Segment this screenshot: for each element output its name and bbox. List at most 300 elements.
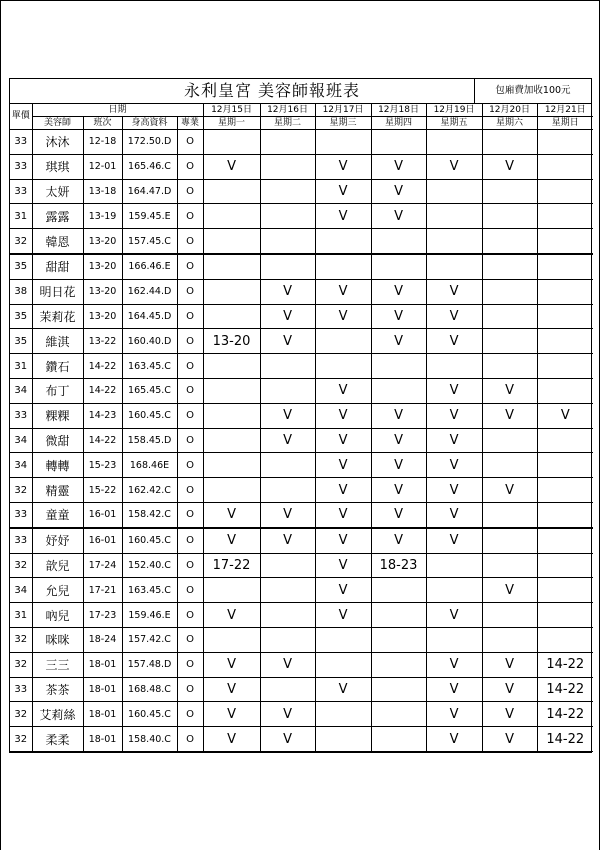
day-weekday: 星期日 <box>537 117 593 130</box>
body-data-cell: 158.40.C <box>122 727 177 752</box>
price-cell: 35 <box>10 329 32 354</box>
schedule-cell: V <box>260 279 315 304</box>
beautician-name: 三三 <box>32 652 83 677</box>
sheet-title: 永利皇宮 美容師報班表 <box>183 81 361 100</box>
schedule-cell <box>203 354 260 379</box>
table-row <box>10 403 593 428</box>
price-cell: 34 <box>10 578 32 603</box>
schedule-cell <box>537 329 593 354</box>
shift-cell: 14-22 <box>83 428 122 453</box>
pro-cell: O <box>177 130 203 155</box>
schedule-cell: V <box>371 279 426 304</box>
body-data-cell: 160.45.C <box>122 528 177 553</box>
schedule-cell: V <box>371 428 426 453</box>
schedule-cell <box>371 652 426 677</box>
schedule-cell <box>203 130 260 155</box>
schedule-cell: V <box>371 453 426 478</box>
schedule-cell: V <box>426 702 482 727</box>
beautician-name: 露露 <box>32 204 83 229</box>
schedule-cell <box>371 578 426 603</box>
schedule-cell <box>203 229 260 254</box>
beautician-name: 柔柔 <box>32 727 83 752</box>
schedule-cell: V <box>371 502 426 527</box>
schedule-cell: 14-22 <box>537 677 593 702</box>
table-row <box>10 354 593 379</box>
shift-cell: 12-18 <box>83 130 122 155</box>
schedule-cell <box>482 130 537 155</box>
schedule-cell: V <box>203 677 260 702</box>
header-row-dates <box>10 104 593 117</box>
body-header: 身高資料 <box>122 117 177 130</box>
beautician-name: 維淇 <box>32 329 83 354</box>
price-cell: 35 <box>10 304 32 329</box>
schedule-cell <box>426 354 482 379</box>
body-data-cell: 152.40.C <box>122 553 177 578</box>
schedule-cell: V <box>537 403 593 428</box>
pro-cell: O <box>177 428 203 453</box>
shift-cell: 13-20 <box>83 229 122 254</box>
beautician-name: 精靈 <box>32 478 83 503</box>
price-cell: 34 <box>10 453 32 478</box>
schedule-cell <box>315 702 371 727</box>
price-cell: 32 <box>10 229 32 254</box>
schedule-cell: V <box>426 428 482 453</box>
body-data-cell: 157.45.C <box>122 229 177 254</box>
beautician-name: 茉莉花 <box>32 304 83 329</box>
beautician-name: 轉轉 <box>32 453 83 478</box>
surcharge-note: 包廂費加收100元 <box>474 79 591 103</box>
schedule-cell <box>315 652 371 677</box>
beautician-name: 明日花 <box>32 279 83 304</box>
schedule-cell: V <box>315 279 371 304</box>
day-weekday: 星期五 <box>426 117 482 130</box>
schedule-cell: 14-22 <box>537 702 593 727</box>
schedule-cell <box>426 204 482 229</box>
pro-cell: O <box>177 154 203 179</box>
schedule-cell <box>371 254 426 279</box>
schedule-cell: V <box>426 502 482 527</box>
beautician-name: 沐沐 <box>32 130 83 155</box>
body-data-cell: 160.45.C <box>122 403 177 428</box>
beautician-name: 艾莉絲 <box>32 702 83 727</box>
schedule-cell <box>482 553 537 578</box>
schedule-cell: V <box>426 329 482 354</box>
schedule-cell <box>203 428 260 453</box>
schedule-sheet <box>9 78 592 753</box>
shift-cell: 17-24 <box>83 553 122 578</box>
schedule-cell <box>315 727 371 752</box>
shift-cell: 18-01 <box>83 677 122 702</box>
schedule-cell <box>426 578 482 603</box>
table-row <box>10 627 593 652</box>
schedule-cell <box>537 304 593 329</box>
shift-cell: 17-21 <box>83 578 122 603</box>
schedule-cell: V <box>371 204 426 229</box>
schedule-cell <box>260 229 315 254</box>
schedule-cell <box>482 204 537 229</box>
schedule-cell <box>260 179 315 204</box>
schedule-cell: 18-23 <box>371 553 426 578</box>
schedule-cell <box>260 553 315 578</box>
schedule-cell <box>426 553 482 578</box>
schedule-cell <box>426 130 482 155</box>
schedule-cell <box>203 578 260 603</box>
table-row <box>10 528 593 553</box>
schedule-cell: V <box>482 578 537 603</box>
shift-cell: 18-01 <box>83 652 122 677</box>
schedule-cell <box>537 553 593 578</box>
pro-cell: O <box>177 354 203 379</box>
table-row <box>10 378 593 403</box>
table-row <box>10 727 593 752</box>
schedule-cell: V <box>426 378 482 403</box>
table-row <box>10 304 593 329</box>
schedule-cell: V <box>260 329 315 354</box>
price-cell: 33 <box>10 502 32 527</box>
schedule-cell: V <box>482 727 537 752</box>
price-cell: 35 <box>10 254 32 279</box>
price-cell: 34 <box>10 428 32 453</box>
shift-cell: 16-01 <box>83 528 122 553</box>
schedule-cell <box>426 254 482 279</box>
beautician-name: 微甜 <box>32 428 83 453</box>
table-row <box>10 428 593 453</box>
shift-cell: 18-01 <box>83 727 122 752</box>
schedule-cell: V <box>371 403 426 428</box>
schedule-cell <box>203 279 260 304</box>
body-data-cell: 159.45.E <box>122 204 177 229</box>
schedule-cell <box>537 154 593 179</box>
schedule-cell: V <box>203 502 260 527</box>
beautician-name: 妤妤 <box>32 528 83 553</box>
schedule-cell <box>260 453 315 478</box>
table-row <box>10 553 593 578</box>
schedule-cell <box>426 229 482 254</box>
schedule-cell: V <box>482 677 537 702</box>
body-data-cell: 162.42.C <box>122 478 177 503</box>
price-cell: 33 <box>10 677 32 702</box>
day-date: 12月15日 <box>203 104 260 117</box>
shift-cell: 14-22 <box>83 354 122 379</box>
body-data-cell: 165.46.C <box>122 154 177 179</box>
schedule-cell: V <box>426 279 482 304</box>
table-row <box>10 502 593 527</box>
schedule-cell <box>315 627 371 652</box>
beautician-name: 布丁 <box>32 378 83 403</box>
schedule-cell <box>537 428 593 453</box>
schedule-cell: V <box>426 403 482 428</box>
schedule-cell <box>482 254 537 279</box>
schedule-cell <box>482 229 537 254</box>
schedule-cell: V <box>315 154 371 179</box>
schedule-cell: V <box>482 378 537 403</box>
day-date: 12月17日 <box>315 104 371 117</box>
schedule-cell: V <box>315 304 371 329</box>
day-weekday: 星期三 <box>315 117 371 130</box>
schedule-cell: V <box>315 553 371 578</box>
schedule-cell <box>260 254 315 279</box>
price-cell: 31 <box>10 354 32 379</box>
schedule-cell <box>315 229 371 254</box>
schedule-cell: V <box>371 154 426 179</box>
schedule-cell <box>537 502 593 527</box>
schedule-cell <box>537 354 593 379</box>
schedule-cell: V <box>315 204 371 229</box>
schedule-cell: V <box>315 428 371 453</box>
beautician-name: 允兒 <box>32 578 83 603</box>
schedule-cell <box>537 578 593 603</box>
day-weekday: 星期二 <box>260 117 315 130</box>
shift-cell: 13-22 <box>83 329 122 354</box>
schedule-cell: V <box>482 652 537 677</box>
price-cell: 33 <box>10 179 32 204</box>
body-data-cell: 164.47.D <box>122 179 177 204</box>
schedule-cell <box>260 378 315 403</box>
schedule-cell: V <box>203 528 260 553</box>
schedule-cell: V <box>482 478 537 503</box>
schedule-cell: V <box>260 727 315 752</box>
pro-cell: O <box>177 603 203 628</box>
price-cell: 32 <box>10 553 32 578</box>
schedule-cell <box>537 254 593 279</box>
body-data-cell: 172.50.D <box>122 130 177 155</box>
schedule-cell <box>371 702 426 727</box>
shift-cell: 14-22 <box>83 378 122 403</box>
schedule-cell <box>482 329 537 354</box>
schedule-cell: V <box>315 528 371 553</box>
schedule-cell <box>203 453 260 478</box>
table-row <box>10 603 593 628</box>
body-data-cell: 164.45.D <box>122 304 177 329</box>
schedule-cell: V <box>260 304 315 329</box>
schedule-cell: V <box>482 154 537 179</box>
schedule-cell <box>260 627 315 652</box>
shift-cell: 12-01 <box>83 154 122 179</box>
table-row <box>10 130 593 155</box>
pro-cell: O <box>177 179 203 204</box>
schedule-cell: V <box>426 603 482 628</box>
schedule-cell: 17-22 <box>203 553 260 578</box>
beautician-name: 鑽石 <box>32 354 83 379</box>
schedule-cell <box>537 130 593 155</box>
schedule-cell: V <box>426 652 482 677</box>
price-cell: 34 <box>10 378 32 403</box>
schedule-cell: V <box>260 502 315 527</box>
table-row <box>10 578 593 603</box>
shift-cell: 17-23 <box>83 603 122 628</box>
beautician-name: 茶茶 <box>32 677 83 702</box>
pro-cell: O <box>177 478 203 503</box>
schedule-cell <box>203 204 260 229</box>
schedule-cell <box>482 428 537 453</box>
table-row <box>10 179 593 204</box>
shift-cell: 13-20 <box>83 304 122 329</box>
schedule-cell: V <box>260 652 315 677</box>
beautician-name: 甜甜 <box>32 254 83 279</box>
schedule-cell <box>482 453 537 478</box>
price-cell: 33 <box>10 130 32 155</box>
schedule-cell: V <box>315 603 371 628</box>
price-cell: 33 <box>10 528 32 553</box>
schedule-cell <box>203 627 260 652</box>
body-data-cell: 157.42.C <box>122 627 177 652</box>
schedule-cell: V <box>260 403 315 428</box>
schedule-cell <box>260 204 315 229</box>
body-data-cell: 166.46.E <box>122 254 177 279</box>
schedule-cell <box>371 727 426 752</box>
schedule-cell <box>482 279 537 304</box>
schedule-cell <box>371 627 426 652</box>
beautician-name: 太妍 <box>32 179 83 204</box>
day-weekday: 星期四 <box>371 117 426 130</box>
body-data-cell: 163.45.C <box>122 578 177 603</box>
schedule-cell: V <box>315 179 371 204</box>
schedule-cell <box>537 378 593 403</box>
body-data-cell: 165.45.C <box>122 378 177 403</box>
shift-cell: 14-23 <box>83 403 122 428</box>
pro-cell: O <box>177 304 203 329</box>
pro-cell: O <box>177 727 203 752</box>
pro-cell: O <box>177 528 203 553</box>
schedule-cell <box>260 603 315 628</box>
price-cell: 32 <box>10 627 32 652</box>
schedule-cell <box>203 478 260 503</box>
table-row <box>10 254 593 279</box>
pro-cell: O <box>177 254 203 279</box>
schedule-cell <box>371 229 426 254</box>
table-row <box>10 279 593 304</box>
body-data-cell: 163.45.C <box>122 354 177 379</box>
day-date: 12月18日 <box>371 104 426 117</box>
price-cell: 38 <box>10 279 32 304</box>
schedule-table <box>10 104 593 752</box>
pro-cell: O <box>177 553 203 578</box>
body-data-cell: 157.48.D <box>122 652 177 677</box>
schedule-cell <box>537 528 593 553</box>
day-date: 12月16日 <box>260 104 315 117</box>
schedule-cell <box>315 354 371 379</box>
pro-cell: O <box>177 578 203 603</box>
beautician-name: 琪琪 <box>32 154 83 179</box>
price-cell: 32 <box>10 478 32 503</box>
pro-cell: O <box>177 403 203 428</box>
pro-cell: O <box>177 378 203 403</box>
beautician-name: 韓恩 <box>32 229 83 254</box>
shift-cell: 18-24 <box>83 627 122 652</box>
table-row <box>10 677 593 702</box>
schedule-cell: V <box>371 329 426 354</box>
price-cell: 32 <box>10 652 32 677</box>
schedule-cell: V <box>315 578 371 603</box>
schedule-cell <box>371 354 426 379</box>
schedule-cell <box>537 603 593 628</box>
beautician-name: 童童 <box>32 502 83 527</box>
table-row <box>10 204 593 229</box>
pro-cell: O <box>177 204 203 229</box>
header-row-columns <box>10 117 593 130</box>
schedule-cell: V <box>203 727 260 752</box>
body-data-cell: 158.42.C <box>122 502 177 527</box>
schedule-cell: V <box>260 428 315 453</box>
schedule-cell: V <box>260 528 315 553</box>
pro-cell: O <box>177 702 203 727</box>
schedule-cell: V <box>315 378 371 403</box>
schedule-cell <box>315 254 371 279</box>
schedule-cell <box>482 528 537 553</box>
schedule-cell <box>260 578 315 603</box>
schedule-cell: 14-22 <box>537 652 593 677</box>
beautician-name: 咪咪 <box>32 627 83 652</box>
body-data-cell: 159.46.E <box>122 603 177 628</box>
schedule-cell: V <box>371 528 426 553</box>
beautician-name: 粿粿 <box>32 403 83 428</box>
schedule-cell: V <box>426 528 482 553</box>
schedule-cell: V <box>315 478 371 503</box>
schedule-cell: V <box>315 453 371 478</box>
schedule-cell <box>315 329 371 354</box>
schedule-cell <box>260 677 315 702</box>
schedule-cell <box>482 354 537 379</box>
schedule-cell: V <box>371 304 426 329</box>
schedule-cell <box>371 378 426 403</box>
schedule-cell: V <box>426 677 482 702</box>
price-header: 單價 <box>10 104 32 130</box>
shift-cell: 15-23 <box>83 453 122 478</box>
schedule-cell <box>537 627 593 652</box>
schedule-cell <box>426 179 482 204</box>
schedule-cell: V <box>315 502 371 527</box>
schedule-cell <box>203 304 260 329</box>
schedule-cell <box>260 130 315 155</box>
pro-cell: O <box>177 453 203 478</box>
schedule-cell: V <box>426 453 482 478</box>
schedule-cell: V <box>482 702 537 727</box>
schedule-cell <box>203 378 260 403</box>
schedule-cell: V <box>260 702 315 727</box>
day-date: 12月20日 <box>482 104 537 117</box>
schedule-cell <box>482 179 537 204</box>
schedule-cell <box>371 603 426 628</box>
day-weekday: 星期一 <box>203 117 260 130</box>
shift-cell: 16-01 <box>83 502 122 527</box>
price-cell: 32 <box>10 702 32 727</box>
name-header: 美容師 <box>32 117 83 130</box>
pro-cell: O <box>177 329 203 354</box>
schedule-cell: V <box>426 304 482 329</box>
beautician-name: 歆兒 <box>32 553 83 578</box>
schedule-cell <box>537 478 593 503</box>
price-cell: 33 <box>10 403 32 428</box>
schedule-cell <box>260 354 315 379</box>
schedule-cell: V <box>371 478 426 503</box>
day-date: 12月19日 <box>426 104 482 117</box>
table-row <box>10 478 593 503</box>
body-data-cell: 168.48.C <box>122 677 177 702</box>
schedule-cell <box>537 453 593 478</box>
body-data-cell: 160.40.D <box>122 329 177 354</box>
shift-header: 班次 <box>83 117 122 130</box>
schedule-cell <box>260 478 315 503</box>
pro-cell: O <box>177 229 203 254</box>
day-date: 12月21日 <box>537 104 593 117</box>
pro-cell: O <box>177 279 203 304</box>
schedule-cell <box>482 627 537 652</box>
body-data-cell: 158.45.D <box>122 428 177 453</box>
schedule-cell <box>537 229 593 254</box>
shift-cell: 18-01 <box>83 702 122 727</box>
schedule-cell: 13-20 <box>203 329 260 354</box>
schedule-cell <box>203 179 260 204</box>
